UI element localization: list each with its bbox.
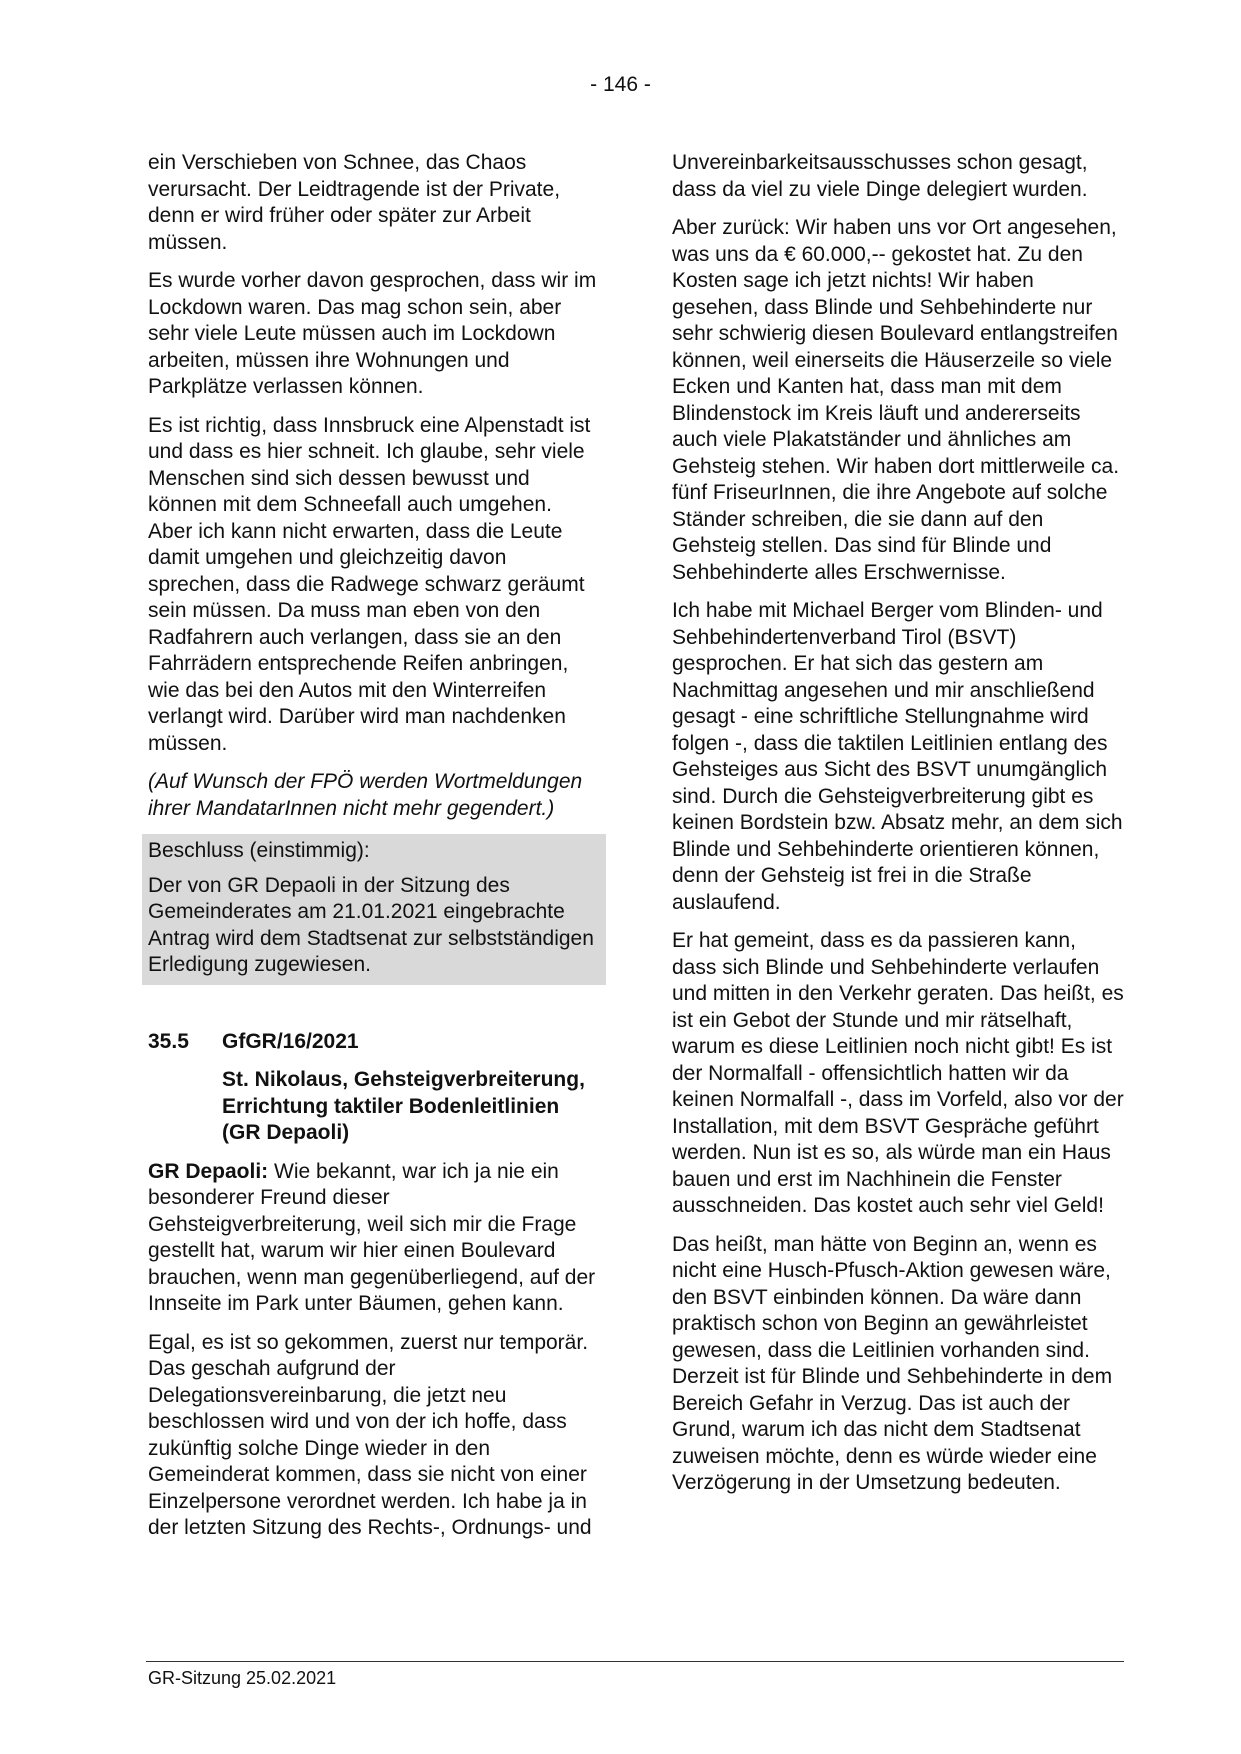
paragraph: Ich habe mit Michael Berger vom Blinden- und Sehbehindertenverband Tirol (BSVT) gesprochen. Er hat sich das gestern am Nachmittag angesehen und mir anschließend gesagt - eine schriftliche Stellungnahme wird folgen -, dass die taktilen Leitlinien entlang des Gehsteiges aus Sicht des BSVT unumgänglich sind. Durch die Gehsteigverbreiterung gibt es keinen Bordstein bzw. Absatz mehr, an dem sich Blinde und Sehbehinderte orientieren können, denn der Gehsteig ist frei in die Straße auslaufend.: [672, 599, 1123, 914]
decision-box: [142, 834, 606, 985]
footer-divider: [146, 1661, 1124, 1662]
paragraph: Es ist richtig, dass Innsbruck eine Alpenstadt ist und dass es hier schneit. Ich glaube, sehr viele Menschen sind sich dessen bewusst und können mit dem Schneefall auch umgehen. Aber ich kann nicht erwarten, dass die Leute damit umgehen und gleichzeitig davon sprechen, dass die Radwege schwarz geräumt sein müssen. Da muss man eben von den Radfahrern auch verlangen, dass sie an den Fahrrädern entsprechende Reifen anbringen, wie das bei den Autos mit den Winterreifen verlangt wird. Darüber wird man nachdenken müssen.: [148, 413, 591, 755]
paragraph: Er hat gemeint, dass es da passieren kann, dass sich Blinde und Sehbehinderte verlaufen und mitten in den Verkehr geraten. Das heißt, es ist ein Gebot der Stunde und mir rätselhaft, warum es diese Leitlinien noch nicht gibt! Es ist der Normalfall - offensichtlich hatten wir da keinen Normalfall -, dass im Vorfeld, also vor der Installation, mit dem BSVT Gespräche geführt werden. Nun ist es so, als würde man ein Haus bauen und erst im Nachhinein die Fenster ausschneiden. Das kostet auch sehr viel Geld!: [672, 929, 1124, 1217]
footer-session-date: GR-Sitzung 25.02.2021: [148, 1668, 337, 1688]
paragraph: Unvereinbarkeitsausschusses schon gesagt, dass da viel zu viele Dinge delegiert wurden.: [672, 151, 1088, 201]
agenda-title: St. Nikolaus, Gehsteigverbreiterung, Errichtung taktiler Bodenleitlinien (GR Depaoli): [222, 1068, 585, 1144]
speaker-name: GR Depaoli:: [148, 1159, 269, 1183]
agenda-heading: [148, 1029, 600, 1056]
paragraph: Egal, es ist so gekommen, zuerst nur temporär. Das geschah aufgrund der Delegationsvereinbarung, die jetzt neu beschlossen wird und von der ich hoffe, dass zukünftig solche Dinge wieder in den Gemeinderat kommen, dass sie nicht von einer Einzelpersone verordnet werden. Ich habe ja in der letzten Sitzung des Rechts-, Ordnungs- und: [148, 1330, 592, 1539]
editorial-note: (Auf Wunsch der FPÖ werden Wortmeldungen ihrer MandatarInnen nicht mehr gegendert.): [148, 770, 583, 820]
right-column: [672, 150, 1124, 1509]
agenda-code: GfGR/16/2021: [222, 1029, 359, 1053]
paragraph: Es wurde vorher davon gesprochen, dass wir im Lockdown waren. Das mag schon sein, aber sehr viele Leute müssen auch im Lockdown arbeiten, müssen ihre Wohnungen und Parkplätze verlassen können.: [148, 269, 597, 398]
decision-text: Der von GR Depaoli in der Sitzung des Gemeinderates am 21.01.2021 eingebrachte Antrag wird dem Stadtsenat zur selbstständigen Erledigung zugewiesen.: [148, 873, 594, 976]
left-column: [148, 150, 600, 1554]
agenda-number: 35.5: [148, 1029, 189, 1053]
paragraph: Aber zurück: Wir haben uns vor Ort angesehen, was uns da € 60.000,-- gekostet hat. Zu den Kosten sage ich jetzt nichts! Wir haben gesehen, dass Blinde und Sehbehinderte nur sehr schwierig diesen Boulevard entlangstreifen können, weil einerseits die Häuserzeile so viele Ecken und Kanten hat, dass man mit dem Blindenstock im Kreis läuft und andererseits auch viele Plakatständer und ähnliches am Gehsteig stehen. Wir haben dort mittlerweile ca. fünf FriseurInnen, die ihre Angebote auf solche Ständer schreiben, die sie dann auf den Gehsteig stellen. Das sind für Blinde und Sehbehinderte alles Erschwernisse.: [672, 216, 1120, 584]
paragraph: ein Verschieben von Schnee, das Chaos verursacht. Der Leidtragende ist der Private, denn er wird früher oder später zur Arbeit müssen.: [148, 151, 561, 254]
decision-label: Beschluss (einstimmig):: [148, 839, 370, 862]
paragraph: Das heißt, man hätte von Beginn an, wenn es nicht eine Husch-Pfusch-Aktion gewesen wäre, den BSVT einbinden können. Da wäre dann praktisch schon von Beginn an gewährleistet gewesen, dass die Leitlinien vorhanden sind. Derzeit ist für Blinde und Sehbehinderte in dem Bereich Gefahr in Verzug. Das ist auch der Grund, warum ich das nicht dem Stadtsenat zuweisen möchte, denn es würde wieder eine Verzögerung in der Umsetzung bedeuten.: [672, 1232, 1113, 1494]
page-number: - 146 -: [590, 73, 651, 96]
speech-paragraph: [148, 1159, 600, 1318]
speech-text: Wie bekannt, war ich ja nie ein besonderer Freund dieser Gehsteigverbreiterung, weil sich mir die Frage gestellt hat, warum wir hier einen Boulevard brauchen, wenn man gegenüberliegend, auf der Innseite im Park unter Bäumen, gehen kann.: [148, 1159, 596, 1315]
